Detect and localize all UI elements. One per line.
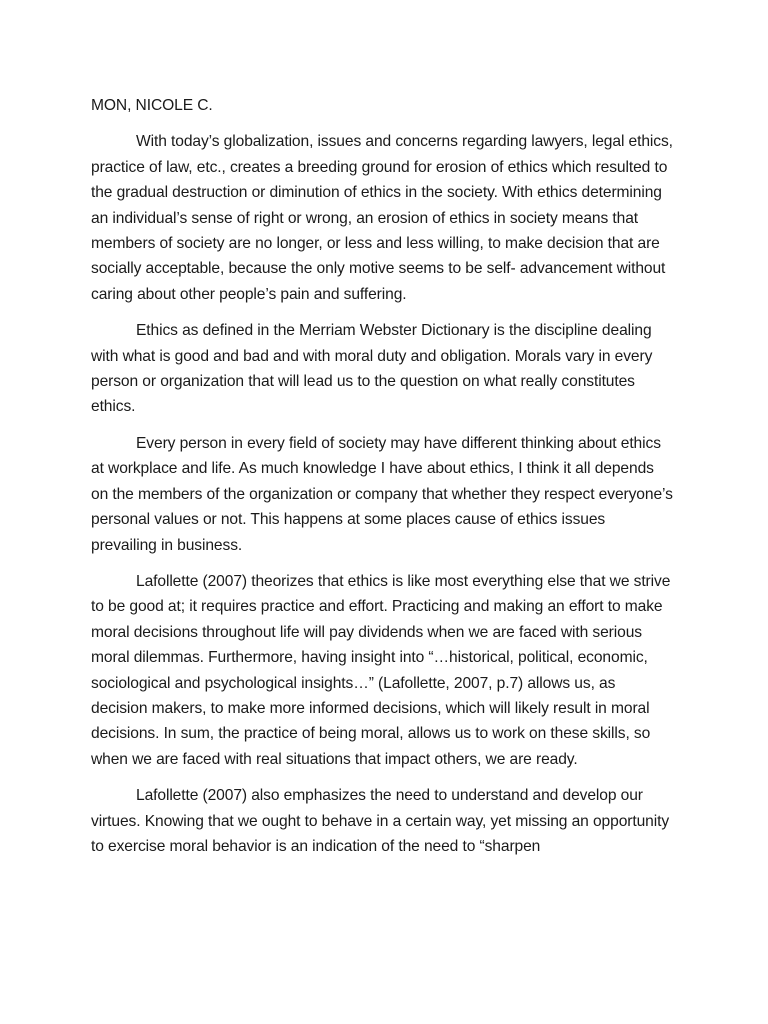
paragraph-lafollette-practice: Lafollette (2007) theorizes that ethics is like most everything else that we strive to be good at; it requires practice and effort. Practicing and making an effort to make moral decisions throughout life will pay dividends when we are faced with serious moral dilemmas. Furthermore, having insight into “…historical, political, economic, sociological and psychological insights…” (Lafollette, 2007, p.7) allows us, as decision makers, to make more informed decisions, which will likely result in moral decisions. In sum, the practice of being moral, allows us to work on these skills, so when we are faced with real situations that impact others, we are ready. xyxy=(91,572,671,768)
paragraph-globalization: With today’s globalization, issues and concerns regarding lawyers, legal ethics, practice of law, etc., creates a breeding ground for erosion of ethics which resulted to the gradual destruction or diminution of ethics in the society. With ethics determining an individual’s sense of right or wrong, an erosion of ethics in society means that members of society are no longer, or less and less willing, to make decision that are socially acceptable, because the only motive seems to be self- advancement without caring about other people’s pain and suffering. xyxy=(91,133,673,303)
paragraph-lafollette-virtues: Lafollette (2007) also emphasizes the need to understand and develop our virtues. Knowing that we ought to behave in a certain way, yet missing an opportunity to exercise moral behavior is an indication of the need to “sharpen xyxy=(91,787,670,855)
author-name: MON, NICOLE C. xyxy=(91,97,213,114)
document-body xyxy=(91,93,675,870)
paragraph-every-person: Every person in every field of society may have different thinking about ethics at workplace and life. As much knowledge I have about ethics, I think it all depends on the members of the organization or company that whether they respect everyone’s personal values or not. This happens at some places cause of ethics issues prevailing in business. xyxy=(91,434,673,554)
paragraph-ethics-definition: Ethics as defined in the Merriam Webster Dictionary is the discipline dealing with what is good and bad and with moral duty and obligation. Morals vary in every person or organization that will lead us to the question on what really constitutes ethics. xyxy=(91,322,653,416)
